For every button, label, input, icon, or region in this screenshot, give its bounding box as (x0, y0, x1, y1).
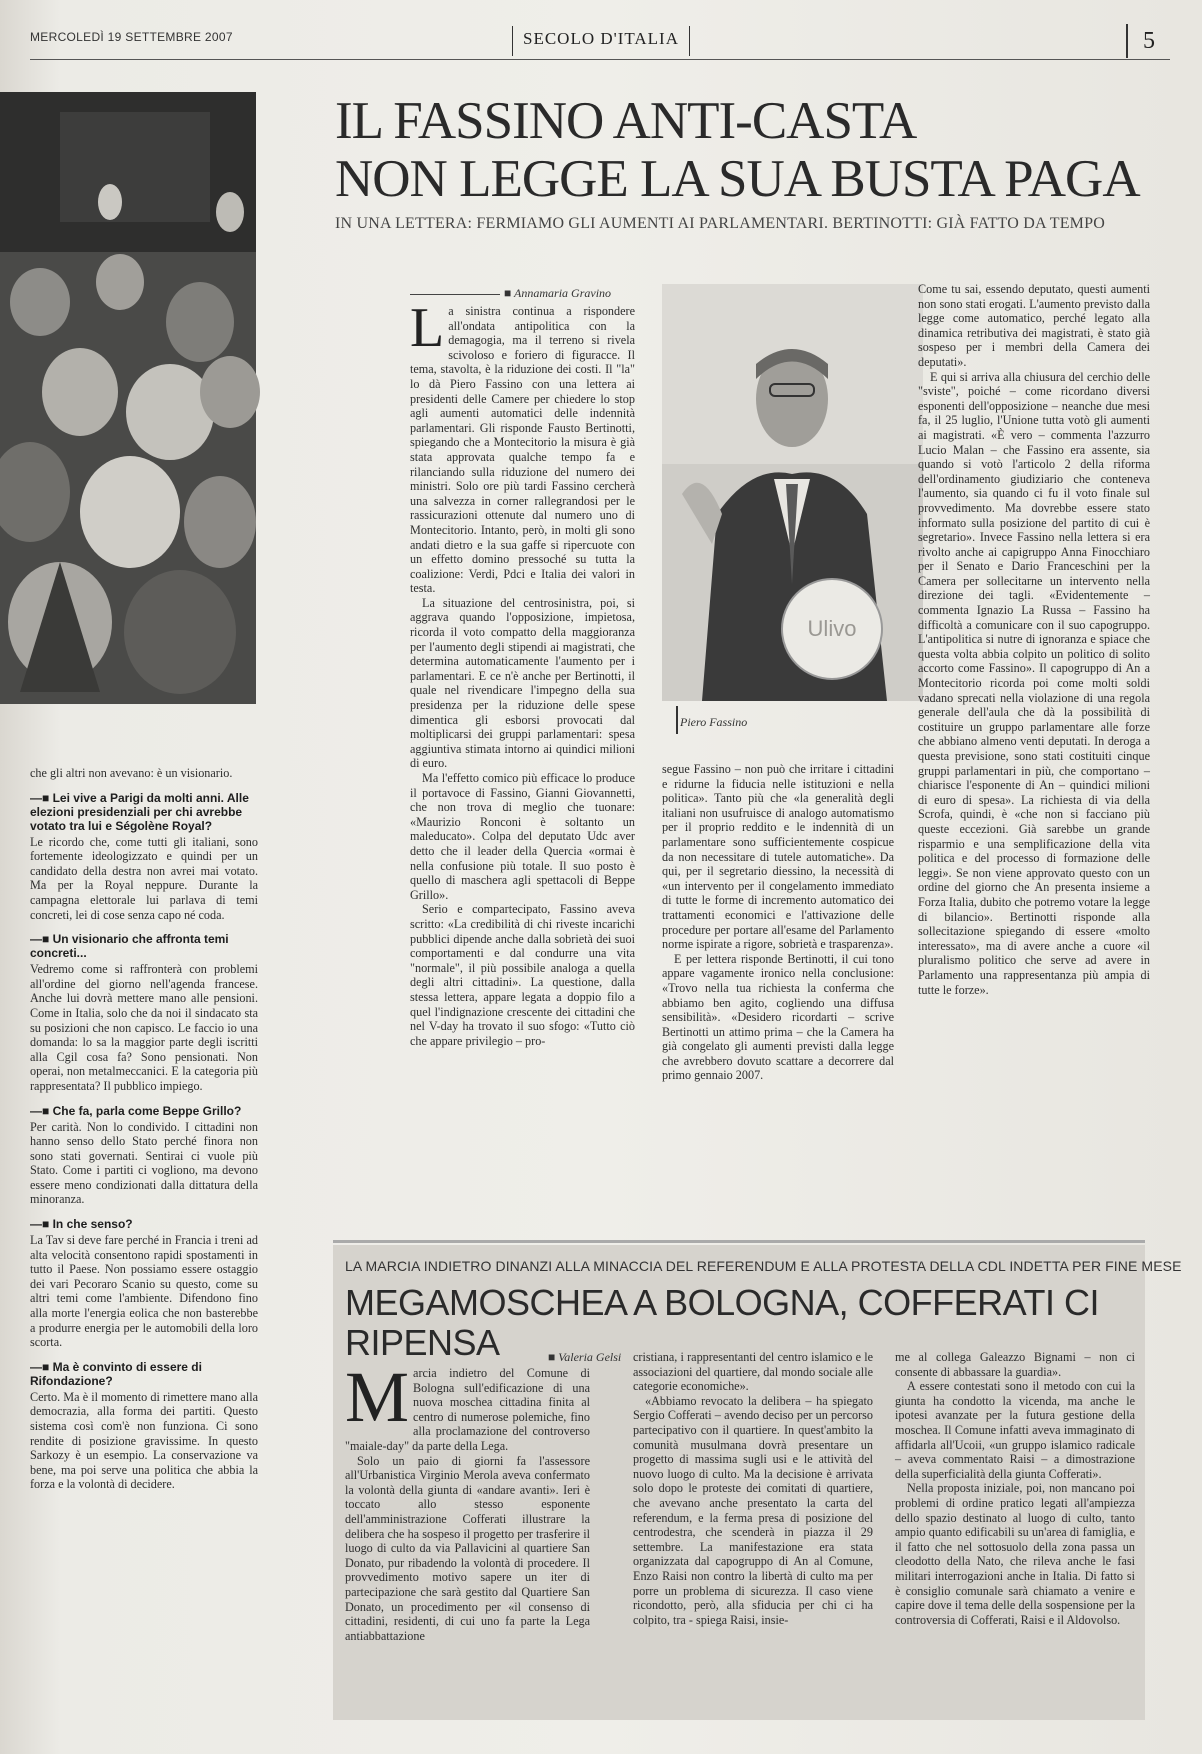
second-article-col-2 (633, 1350, 873, 1714)
main-byline: ■ Annamaria Gravino (410, 286, 611, 301)
masthead (30, 26, 1170, 60)
headline-line-1: IL FASSINO ANTI-CASTA (335, 92, 917, 150)
interview-answer: Vedremo come si raffronterà con problemi all'ordine del giorno nell'agenda francese. Anche lui dovrà mettere mano alle pensioni. Come in Italia, solo che da noi il sindacato sta su posizioni che non capisco. Le faccio io una domanda: lo sa la maggior parte degli iscritti alla Cgil cosa fa? Sono pensionati. Non operai, non metalmeccanici. E la categoria più rappresentata? Il pubblico impiego. (30, 962, 258, 1093)
second-col3-para: Nella proposta iniziale, poi, non mancano poi problemi di ordine pratico legati all'ampiezza dello spazio destinato al luogo di culto, tanto ampio quanto edificabili su un'area di famiglia, e il fatto che nel sottosuolo della zona passa un cleodotto della Nato, che rileva anche le fasi militari interrogazioni anche in Italia. Di fatto si è consiglio comunale sarà chiamato a venire e capire dove il tema delle della sospensione per la controversia di Cofferati, Raisi e il Aldovolso. (895, 1481, 1135, 1627)
second-article-headline: MEGAMOSCHEA A BOLOGNA, COFFERATI CI RIPENSA (345, 1282, 1099, 1363)
second-col1-para: arcia indietro del Comune di Bologna sull'edificazione di una nuova moschea cittadina finita al centro di numerose polemiche, fino alla proclamazione del controverso "maiale-day" da parte della Lega. (345, 1366, 590, 1453)
main-headline (335, 92, 1145, 208)
interview-question: —■ Che fa, parla come Beppe Grillo? (30, 1103, 242, 1118)
interview-answer: Certo. Ma è il momento di rimettere mano alla democrazia, alla forma dei partiti. Questo sistema così com'è non funziona. Ci sono rendite di posizione gravissime. In questo Sarkozy è un esempio. La conservazione va bene, ma poi serve una politica che abbia la forza e la volontà di decidere. (30, 1389, 258, 1492)
interview-question: —■ Lei vive a Parigi da molti anni. Alle elezioni presidenziali per chi avrebbe votato tra lui e Ségolène Royal? (30, 790, 249, 833)
svg-text:Ulivo: Ulivo (807, 616, 857, 641)
second-byline-author: Valeria Gelsi (558, 1350, 622, 1364)
interview-answer: Le ricordo che, come tutti gli italiani, sono fortemente ideologizzato e quindi per un candidato della destra non avrei mai votato. Ma per la Royal neppure. Durante la campagna elettorale lui parlava di temi concreti, lei di cose senza capo né coda. (30, 834, 258, 922)
page-number: 5 (1126, 24, 1170, 58)
main-col1-para: Ma l'effetto comico più efficace lo produce il portavoce di Fassino, Gianni Giovannetti, che non trova di meglio che tuonare: «Maurizio Ronconi è soltanto un maleducato». Colpa del deputato Udc aver detto che il leader della Quercia «ormai è nella confusione più totale. Il suo posto è quello di maschera agli spettacoli di Beppe Grillo». (410, 771, 635, 902)
second-col3-para: me al collega Galeazzo Bignami – non ci consente di abbassare la guardia». (895, 1350, 1135, 1379)
second-article-kicker: LA MARCIA INDIETRO DINANZI ALLA MINACCIA DEL REFERENDUM E ALLA PROTESTA DELLA CDL INDETTA PER FINE MESE (345, 1258, 1182, 1274)
issue-date: MERCOLEDÌ 19 SETTEMBRE 2007 (30, 30, 233, 44)
section-rule (333, 1240, 1145, 1243)
main-col1-para: La situazione del centrosinistra, poi, si aggrava quando l'opposizione, impietosa, ricorda il voto compatto della maggioranza per l'aumento degli stipendi ai magistrati, che determina automaticamente l'aumento per i parlamentari. E ce n'è anche per Bertinotti, il quale nel rivendicare l'impegno della sua presidenza per la riduzione delle spese dimentica gli esborsi provocati dal moltiplicarsi dei gruppi parlamentari: spesa aggiuntiva stimata intorno ai quindici milioni di euro. (410, 595, 635, 771)
main-col3-para: E qui si arriva alla chiusura del cerchio delle "sviste", poiché – come ricordano diversi esponenti dell'opposizione – neanche due mesi fa, il 25 luglio, l'Unione tutta votò gli aumenti ai magistrati. «È vero – commenta l'azzurro Lucio Malan – che Fassino era assente, sia quando si votò l'articolo 2 della riforma dell'ordinamento giudiziario che conteneva l'aumento, sia quando ci fu il voto finale sul provvedimento. Ma dovrebbe essere stato informato sulla posizione del partito di cui è segretario». Invece Fassino nella lettera si era rivolto anche ai capigruppo Anna Finocchiaro per il Senato e Dario Franceschini per la Camera per sollecitarne un intervento nella direzione dei tagli. «Evidentemente – commenta Ignazio La Russa – Fassino ha difficoltà a comunicare con il suo capogruppo. L'antipolitica si nutre di ignoranza e spiace che questa volta abbia colpito un politico di solito accorto come Fassino». Il capogruppo di An a Montecitorio ricorda poi come molti soldi vadano sprecati nella violazione di una regola generale dell'aula che dà la possibilità di costituire un gruppo parlamentare alle forze che abbiano almeno venti deputati. In deroga a questa previsione, sono stati costituiti cinque gruppi parlamentari in più, che comportano – chiarisce l'esponente di An – quindici milioni di euro di spesa». La richiesta di via della Scrofa, quindi, è «che non si facciano più queste eccezioni. Già sarebbe un grande risparmio e una semplificazione della vita politica e del processo di formazione delle leggi». Se non viene approvato questo con un ordine del giorno che An presenta insieme a Forza Italia, dubito che potremo votare la legge di bilancio». Bertinotti risponde alla sollecitazione spiegando di essere «molto interessato», ma di avere anche a cuore «il pluralismo politico che serve ad avere in Parlamento una rappresentanza più ampia di tutte le forze». (918, 369, 1150, 997)
interview-intro: che gli altri non avevano: è un visionario. (30, 766, 233, 780)
main-subhead: IN UNA LETTERA: FERMIAMO GLI AUMENTI AI PARLAMENTARI. BERTINOTTI: GIÀ FATTO DA TEMPO (335, 215, 1105, 232)
interview-column (30, 766, 258, 1726)
interview-question: —■ In che senso? (30, 1217, 133, 1232)
caption-rule (676, 706, 678, 734)
main-col2-para: segue Fassino – non può che irritare i cittadini e ridurne la fiducia nelle istituzioni e nella politica». Tanto più che «la generalità degli italiani non usufruisce di analogo automatismo per il proprio reddito e le indennità di un parlamentare sono sufficientemente cospicue da non necessitare di tutele automatiche». Da qui, per il segretario diessino, la necessità di «un intervento per il congelamento immediato di tutte le forme di incremento automatico dei trattamenti economici e l'attivazione delle procedure per portare all'esame del Parlamento norme ispirate a rigore, sobrietà e trasparenza». (662, 762, 894, 952)
main-col3-para: Come tu sai, essendo deputato, questi aumenti non sono stati erogati. L'aumento previsto dalla legge come automatico, perché legato alla dinamica retributiva dei magistrati, è stato già sospeso per i membri della Camera dei deputati». (918, 282, 1150, 369)
second-byline: ■ Valeria Gelsi (548, 1350, 622, 1364)
portrait-caption: Piero Fassino (680, 715, 748, 729)
main-article-col-3 (918, 282, 1150, 1182)
second-col3-para: A essere contestati sono il metodo con cui la giunta ha condotto la vicenda, ma anche le ipotesi avanzate per la futura gestione della moschea. Il Comune infatti aveva immaginato di affidarla all'Ucoii, «un gruppo islamico radicale – aveva commentato Raisi – a dimostrazione della superficialità della giunta Cofferati». (895, 1379, 1135, 1481)
drop-cap: L (410, 297, 445, 359)
crowd-photo (0, 92, 256, 704)
interview-answer: La Tav si deve fare perché in Francia i treni ad alta velocità consentono rapidi spostamenti in tutto il Paese. Non possiamo essere ostaggio dei vari Pecoraro Scanio su questo, come su altri temi come l'ambiente. Difendono fino alla morte l'energia eolica che non basterebbe a produrre energia per le automobili della loro scorta. (30, 1233, 258, 1350)
second-article-col-1 (345, 1357, 590, 1714)
drop-cap-2: M (345, 1357, 410, 1437)
newspaper-title: SECOLO D'ITALIA (512, 26, 690, 56)
main-col1-para: a sinistra continua a rispondere all'ondata antipolitica con la demagogia, ma il terreno si rivela scivoloso e foriero di figuracce. Il tema, stavolta, è la riduzione dei costi. Il "la" lo dà Piero Fassino con una lettera ai presidenti delle Camere per chiedere lo stop agli aumenti automatici delle indennità parlamentari. Gli risponde Fausto Bertinotti, spiegando che a Montecitorio la misura è già stata approvata qualche tempo fa e rilanciando sulla riduzione del numero dei ministri. Solo ore più tardi Fassino cercherà una salvezza in corner rallegrandosi per le rassicurazioni ottenute dal numero uno di Montecitorio. Intanto, però, in molti gli sono andati dietro e la sua gaffe si ripercuote con un effetto domino pressoché su tutta la coalizione: Verdi, Pdci e Italia dei valori in testa. (410, 304, 635, 596)
second-col2-para: cristiana, i rappresentanti del centro islamico e le associazioni del quartiere, dal mondo sociale alle categorie economiche». (633, 1350, 873, 1394)
interview-question: —■ Ma è convinto di essere di Rifondazione? (30, 1359, 202, 1388)
main-byline-author: Annamaria Gravino (514, 286, 612, 300)
headline-line-2: NON LEGGE LA SUA BUSTA PAGA (335, 150, 1140, 208)
main-col2-para: E per lettera risponde Bertinotti, il cui tono appare vagamente ironico nella conclusione: «Trovo nella tua richiesta la conferma che abbiamo ben agito, cogliendo una diffusa sensibilità». «Desidero ricordarti – scrive Bertinotti un attimo prima – che la Camera ha già congelato gli aumenti previsti dalla legge che avrebbero dovuto scattare a decorrere dal primo gennaio 2007. (662, 951, 894, 1083)
interview-question: —■ Un visionario che affronta temi concreti... (30, 932, 229, 961)
main-article-col-2 (662, 762, 894, 1182)
second-article-col-3 (895, 1350, 1135, 1714)
second-col2-para: «Abbiamo revocato la delibera – ha spiegato Sergio Cofferati – avendo deciso per un percorso partecipativo con il quartiere. In quest'ambito la comunità musulmana dovrà presentare un progetto di massima sugli usi e le attività del nuovo luogo di culto. Ma la decisione è arrivata solo dopo le proteste dei comitati di quartiere, che avevano anche presentato la carta del referendum, e la ferma presa di posizione del centrodestra, che scenderà in piazza il 29 settembre. La manifestazione era stata organizzata dal capogruppo di An al Comune, Enzo Raisi non contro la libertà di culto ma per porre un problema di sicurezza. Il caso viene ricondotto, però, alla sfiducia per chi ci ha colpito, tra - spiega Raisi, insie- (633, 1393, 873, 1627)
main-article-col-1 (410, 297, 635, 1048)
interview-answer: Per carità. Non lo condivido. I cittadini non hanno senso dello Stato perché finora non sono stati governati. Sentirai ci vuole più Stato. Come i partiti ci vogliono, ma devono essere meno condizionati dalla dittatura della minoranza. (30, 1119, 258, 1207)
main-col1-para: Serio e compartecipato, Fassino aveva scritto: «La credibilità di chi riveste incarichi pubblici dipende anche dalla sobrietà dei suoi comportamenti e dal condurre una vita "normale", il più possibile analoga a quella degli altri cittadini». La questione, dalla stessa lettera, appare legata a doppio filo a quel l'indignazione crescente dei cittadini che nel V-day ha trovato il suo sfogo: «Tutto ciò che appare privilegio – pro- (410, 902, 635, 1048)
fassino-portrait (662, 284, 923, 701)
second-col1-para: Solo un paio di giorni fa l'assessore all'Urbanistica Virginio Merola aveva confermato la volontà della giunta di «andare avanti». Ieri è toccato allo stesso esponente dell'amministrazione Cofferati illustrare la delibera che ha sospeso il progetto per trasferire il luogo di culto da via Pallavicini al quartiere San Donato, pur ribadendo la volontà di procedere. Il provvedimento motivo sapere un iter di partecipazione che sarà gestito dal Quartiere San Donato, un procedimento per «il consenso di cittadini, residenti, di cui uno fa parte la Lega antiabbattazione (345, 1453, 590, 1643)
